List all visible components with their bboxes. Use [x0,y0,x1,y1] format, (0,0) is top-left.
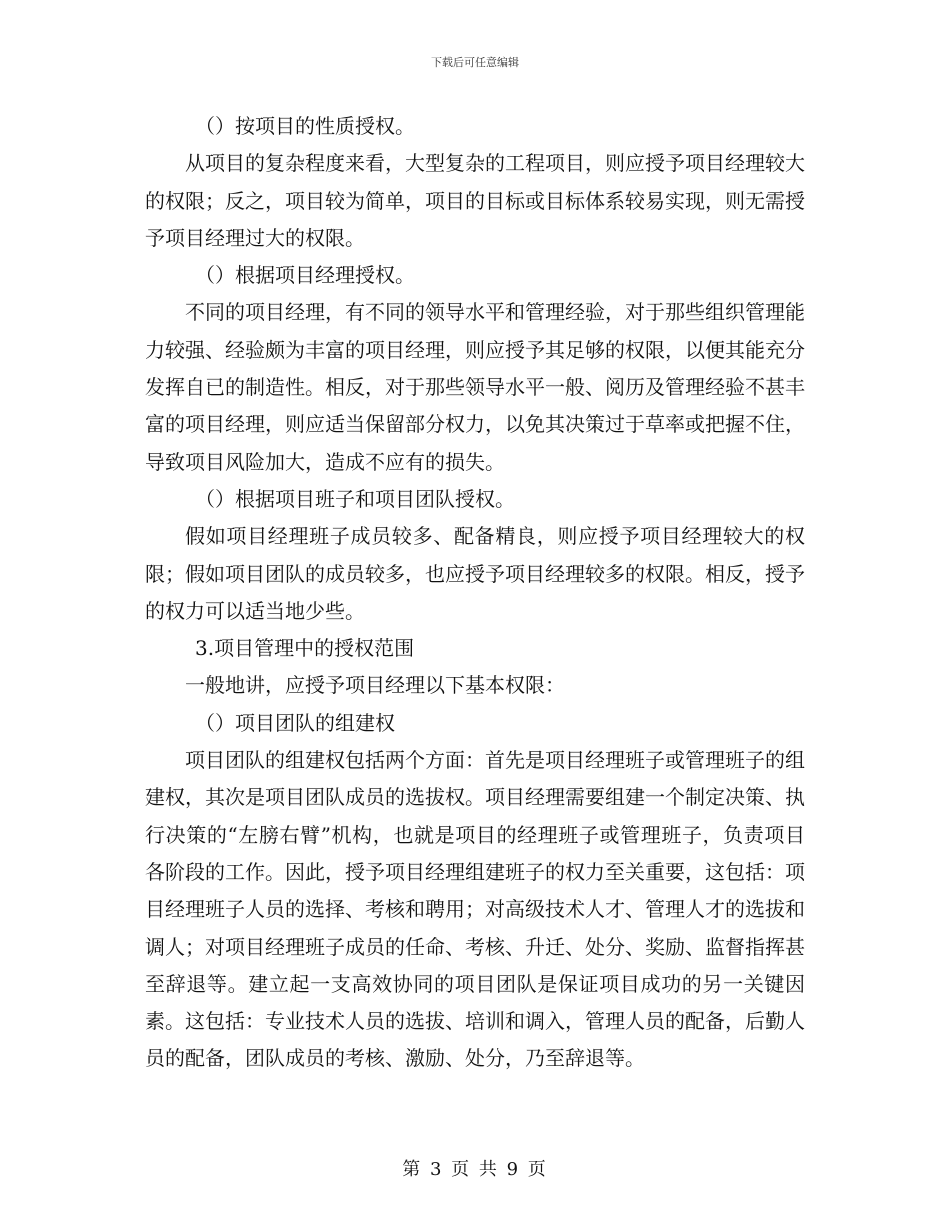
section-heading: （）根据项目班子和项目团队授权。 [195,486,515,511]
paragraph: 不同的项目经理，有不同的领导水平和管理经验，对于那些组织管理能力较强、经验颇为丰富的项目经理，则应授予其足够的权限，以便其能充分发挥自已的制造性。相反，对于那些领导水平一般、阅历及管理经验不甚丰富的项目经理，则应适当保留部分权力，以免其决策过于草率或把握不住，导致项目风险加大，造成不应有的损失。 [145,300,805,474]
section-heading: 3.项目管理中的授权范围 [195,636,415,661]
paragraph: 项目团队的组建权包括两个方面：首先是项目经理班子或管理班子的组建权，其次是项目团队成员的选拔权。项目经理需要组建一个制定决策、执行决策的“左膀右臂”机构，也就是项目的经理班子或管理班子，负责项目各阶段的工作。因此，授予项目经理组建班子的权力至关重要，这包括：项目经理班子人员的选择、考核和聘用；对高级技术人才、管理人才的选拔和调人；对项目经理班子成员的任命、考核、升迁、处分、奖励、监督指挥甚至辞退等。建立起一支高效协同的项目团队是保证项目成功的另一关键因素。这包括：专业技术人员的选拔、培训和调入，管理人员的配备，后勤人员的配备，团队成员的考核、激励、处分，乃至辞退等。 [145,748,805,1071]
page-header: 下载后可任意编辑 [431,56,519,69]
section-heading: （）按项目的性质授权。 [195,114,415,138]
paragraph: 假如项目经理班子成员较多、配备精良，则应授予项目经理较大的权限；假如项目团队的成员较多，也应授予项目经理较多的权限。相反，授予的权力可以适当地少些。 [145,524,805,623]
document-body [145,108,805,1078]
page-number: 第 3 页 共 9 页 [402,1159,548,1180]
paragraph: 从项目的复杂程度来看，大型复杂的工程项目，则应授予项目经理较大的权限；反之，项目较为简单，项目的目标或目标体系较易实现，则无需授予项目经理过大的权限。 [145,151,805,250]
section-heading: （）项目团队的组建权 [195,710,395,735]
section-heading: （）根据项目经理授权。 [195,263,415,288]
paragraph: 一般地讲，应授予项目经理以下基本权限： [185,673,565,698]
